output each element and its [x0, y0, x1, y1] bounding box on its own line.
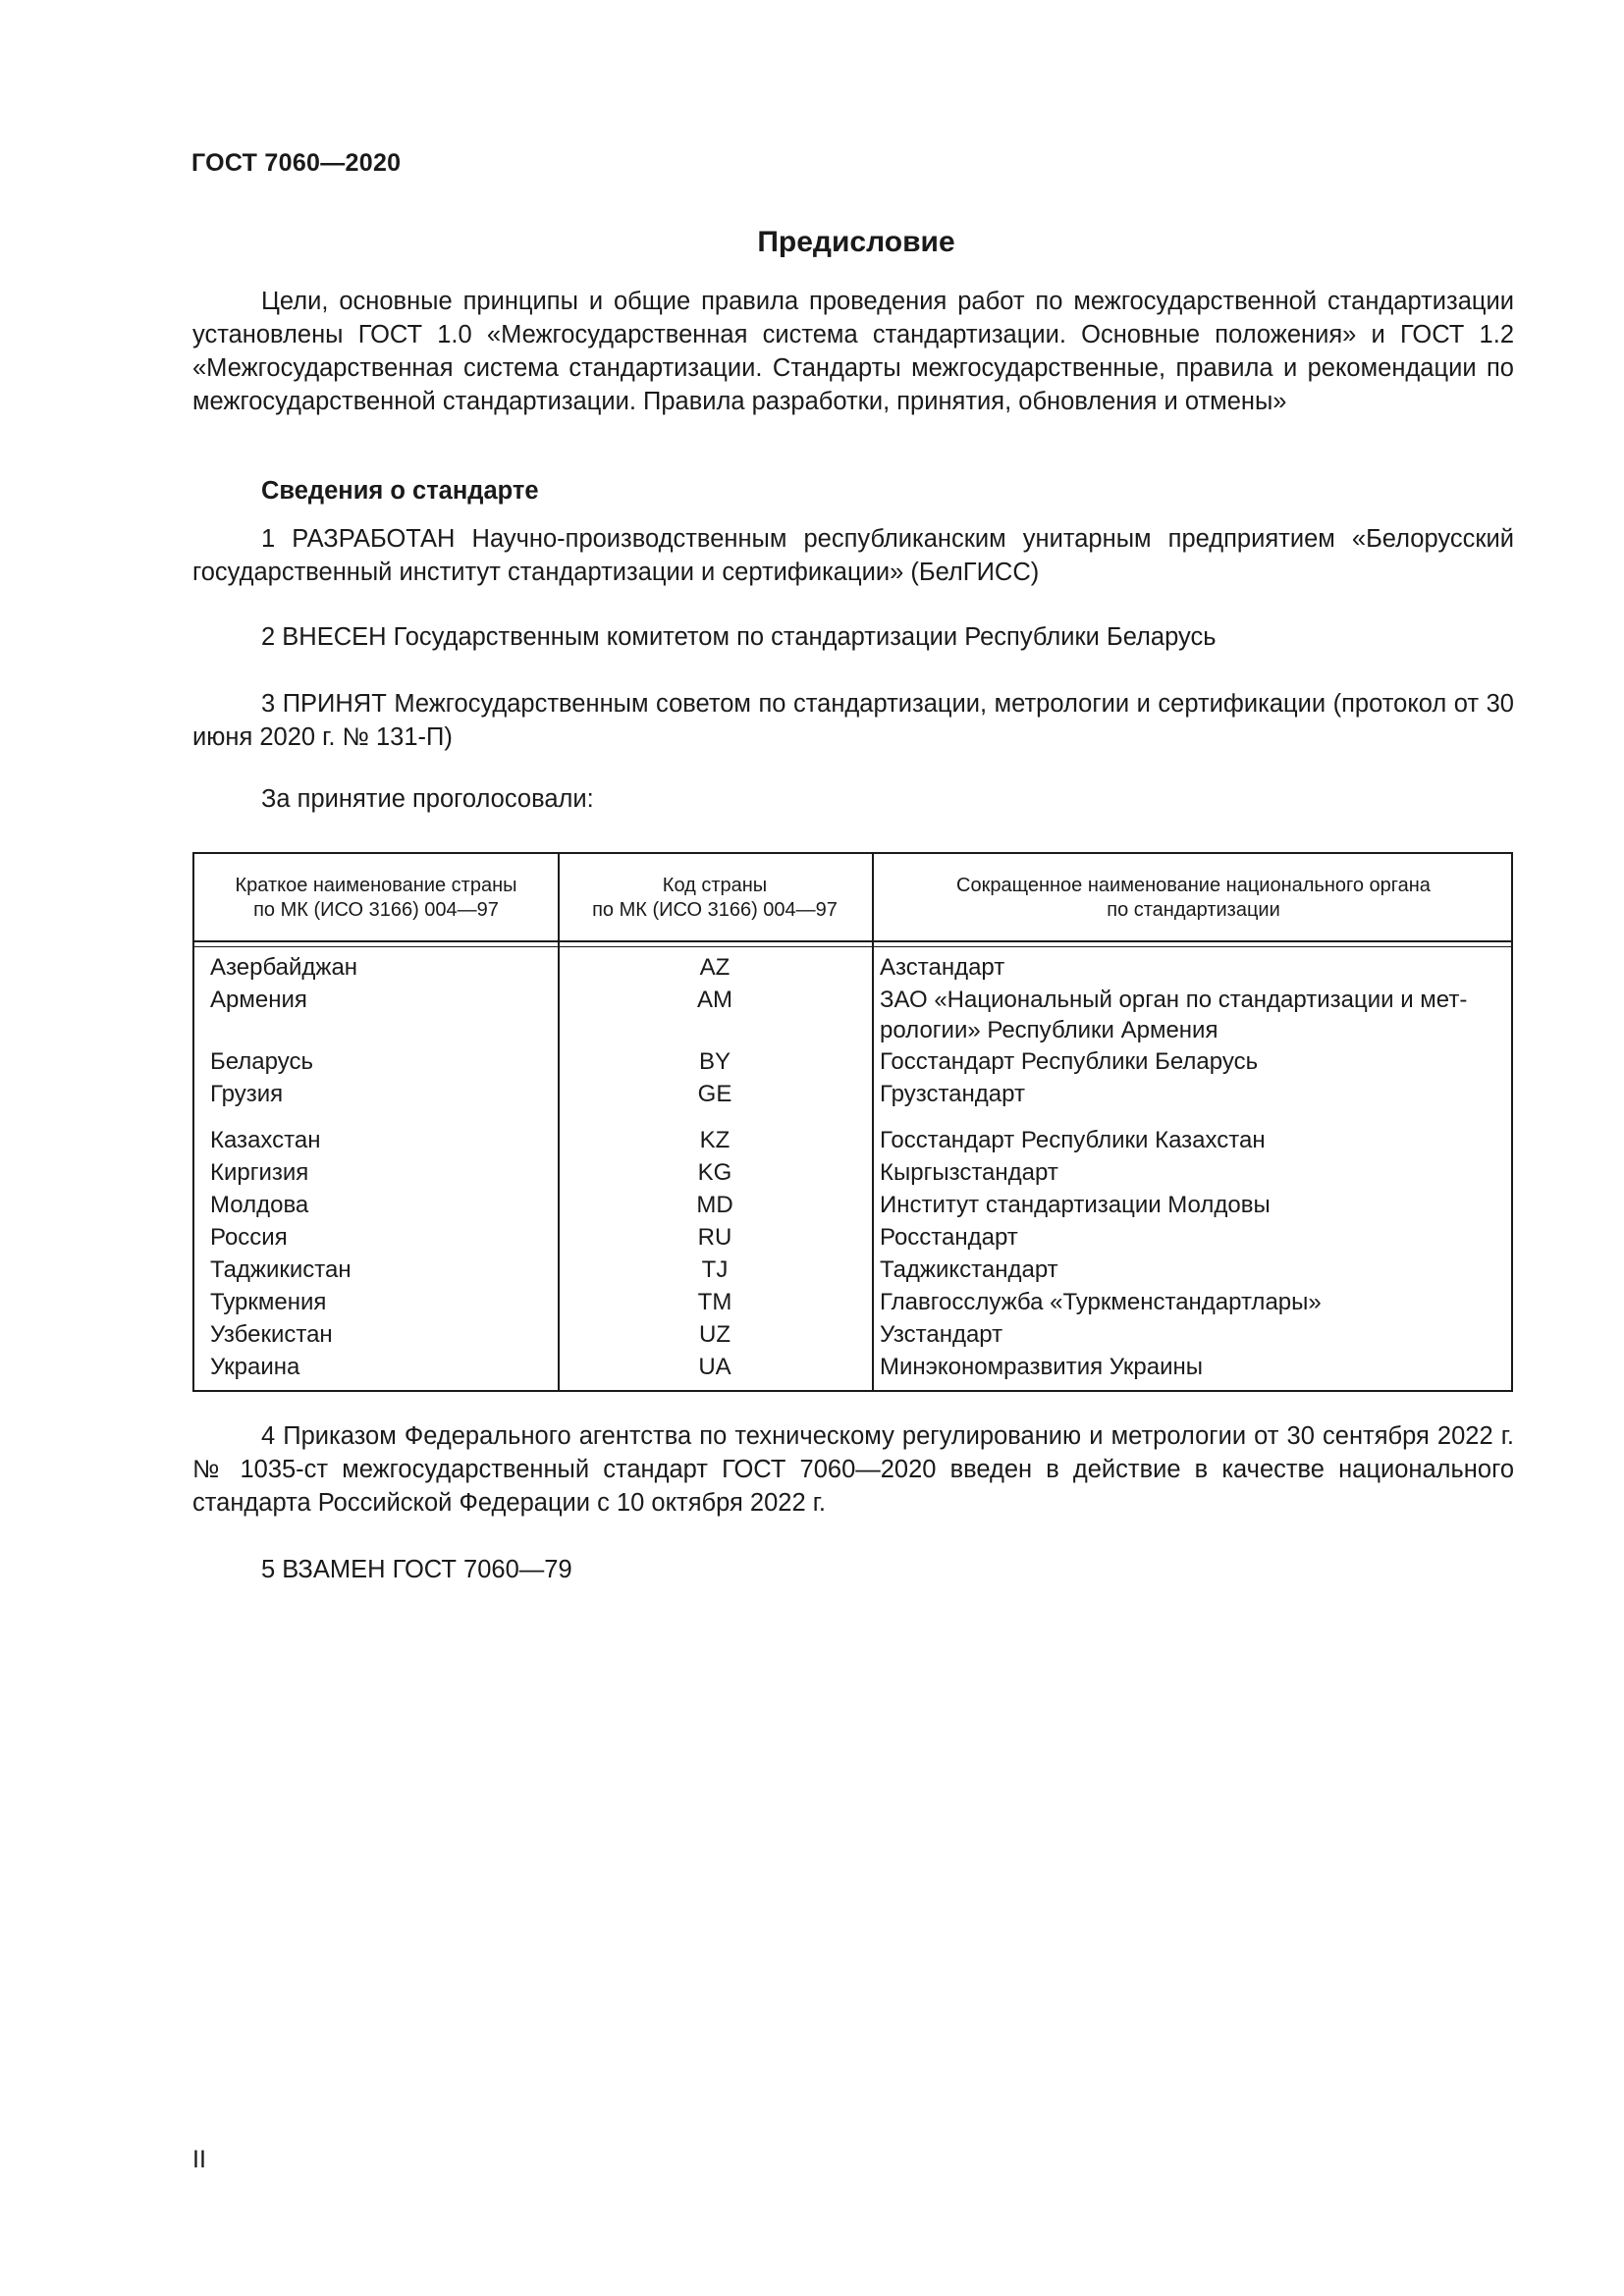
country-name: Молдова: [210, 1192, 309, 1218]
country-name: Грузия: [210, 1081, 284, 1107]
national-body-line2: рологии» Республики Армения: [880, 1017, 1218, 1043]
paragraph-adopted: 3 ПРИНЯТ Межгосударственным советом по стандартизации, метрологии и сертификации (протокол от 30 июня 2020 г. № 131-П): [192, 690, 1514, 751]
header-code: [558, 874, 872, 923]
country-name: Таджикистан: [210, 1256, 352, 1283]
national-body: Госстандарт Республики Беларусь: [880, 1048, 1259, 1075]
national-body: Узстандарт: [880, 1321, 1003, 1348]
national-body: Грузстандарт: [880, 1081, 1025, 1107]
country-code: MD: [696, 1192, 733, 1218]
voting-table: [192, 852, 1513, 1392]
country-name: Узбекистан: [210, 1321, 333, 1348]
national-body: Росстандарт: [880, 1224, 1018, 1251]
national-body: [880, 985, 1498, 1045]
country-code: TJ: [701, 1256, 729, 1283]
country-name: Казахстан: [210, 1127, 321, 1153]
header-country-line1: Краткое наименование страны: [235, 875, 517, 896]
paragraph-order: 4 Приказом Федерального агентства по техническому регулированию и метрологии от 30 сентября 2022 г. № 1035-ст межгосударственный стандарт ГОСТ 7060—2020 введен в действие в качестве национального стандарта Российской Федерации с 10 октября 2022 г.: [192, 1422, 1514, 1517]
country-name: Армения: [210, 987, 307, 1013]
country-name: Туркмения: [210, 1289, 327, 1315]
vote-caption: За принятие проголосовали:: [261, 785, 594, 813]
page-title: Предисловие: [757, 226, 955, 258]
country-code: UA: [698, 1354, 731, 1380]
national-body: Минэкономразвития Украины: [880, 1354, 1204, 1380]
document-code: ГОСТ 7060—2020: [191, 149, 402, 177]
page-number: II: [192, 2146, 206, 2173]
national-body: Главгосслужба «Туркменстандартлары»: [880, 1289, 1322, 1315]
country-code: KZ: [699, 1127, 731, 1153]
header-body: [872, 874, 1515, 923]
national-body: Институт стандартизации Молдовы: [880, 1192, 1271, 1218]
country-code: AZ: [699, 954, 731, 981]
header-code-line2: по МК (ИСО 3166) 004—97: [592, 899, 838, 921]
country-code: TM: [697, 1289, 732, 1315]
paragraph-introduced: 2 ВНЕСЕН Государственным комитетом по стандартизации Республики Беларусь: [261, 623, 1217, 651]
national-body: Азстандарт: [880, 954, 1005, 981]
national-body: Госстандарт Республики Казахстан: [880, 1127, 1266, 1153]
paragraph-replaces: 5 ВЗАМЕН ГОСТ 7060—79: [261, 1556, 572, 1583]
national-body-line1: ЗАО «Национальный орган по стандартизации и мет-: [880, 987, 1468, 1013]
header-body-line1: Сокращенное наименование национального органа: [956, 875, 1431, 896]
country-code: RU: [697, 1224, 732, 1251]
standard-info-heading: Сведения о стандарте: [261, 477, 539, 505]
header-country: [194, 874, 558, 923]
country-code: BY: [698, 1048, 731, 1075]
country-name: Россия: [210, 1224, 288, 1251]
table-header-border: [194, 946, 1511, 947]
header-body-line2: по стандартизации: [1107, 899, 1280, 921]
national-body: Таджикстандарт: [880, 1256, 1058, 1283]
country-code: UZ: [699, 1321, 731, 1348]
table-divider: [872, 854, 874, 1390]
country-code: KG: [697, 1159, 732, 1186]
table-header-border: [194, 940, 1511, 942]
intro-paragraph: Цели, основные принципы и общие правила проведения работ по межгосударственной стандартизации установлены ГОСТ 1.0 «Межгосударственная система стандартизации. Основные положения» и ГОСТ 1.2 «Межгосударственная система стандартизации. Стандарты межгосударственные, правила и рекомендации по межгосударственной стандартизации. Правила разработки, принятия, обновления и отмены»: [192, 288, 1514, 415]
national-body: Кыргызстандарт: [880, 1159, 1058, 1186]
country-name: Азербайджан: [210, 954, 358, 981]
header-country-line2: по МК (ИСО 3166) 004—97: [253, 899, 499, 921]
country-name: Беларусь: [210, 1048, 313, 1075]
paragraph-developed: 1 РАЗРАБОТАН Научно-производственным республиканским унитарным предприятием «Белорусский государственный институт стандартизации и сертификации» (БелГИСС): [192, 525, 1514, 586]
header-code-line1: Код страны: [662, 875, 768, 896]
country-name: Киргизия: [210, 1159, 309, 1186]
country-name: Украина: [210, 1354, 300, 1380]
country-code: AM: [697, 987, 732, 1013]
country-code: GE: [697, 1081, 732, 1107]
